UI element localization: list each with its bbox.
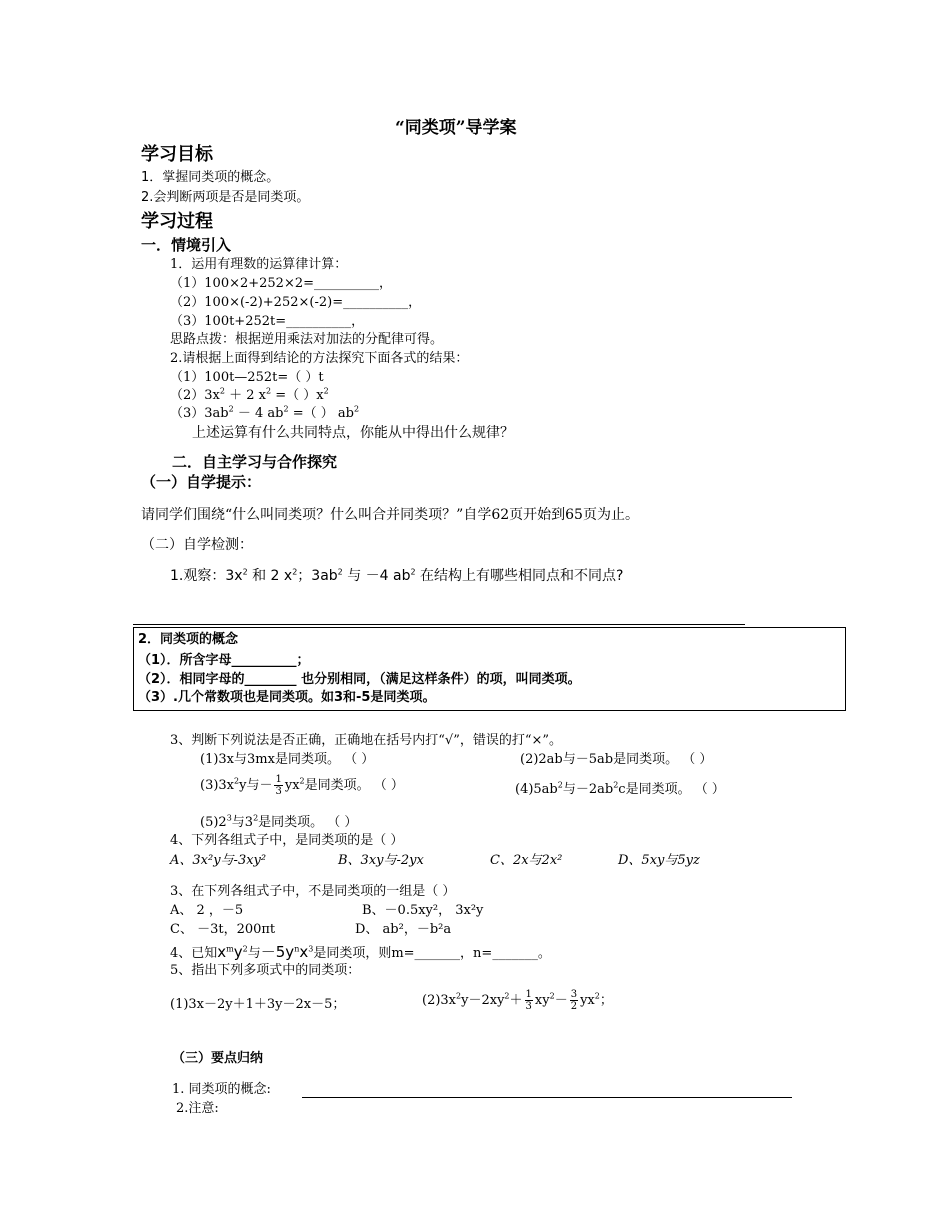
judge-item-5: $(5)2^3$与$3^2$是同类项。 （ ） xyxy=(200,813,358,830)
concept-line-2: （2）．相同字母的________ 也分别相同，（满足这样条件）的项，叫同类项。 xyxy=(138,672,581,687)
page-title: “同类项”导学案 xyxy=(395,118,517,138)
section-2-heading: 二．自主学习与合作探究 xyxy=(172,453,338,471)
goals-heading: 学习目标 xyxy=(141,144,213,165)
fraction-one-third: $\frac{1}{3}$ xyxy=(525,989,532,1012)
judge-heading: 3、判断下列说法是否正确，正确地在括号内打“√”，错误的打“×”。 xyxy=(170,733,563,748)
q3b-heading: 3、在下列各组式子中，不是同类项的一组是（ ） xyxy=(170,884,456,899)
q4-option-a: A、3x²y与-3xy² xyxy=(170,853,267,868)
question-2b: $(2)3x^2 + 2$ $x^2$ =（ ）$x^2$ xyxy=(170,386,329,403)
question-2-prompt: 上述运算有什么共同特点，你能从中得出什么规律？ xyxy=(192,425,514,441)
q5-polynomial-2: $(2)3x^2y-2xy^2+$ $\frac{1}{3}$ $xy^2-$ $\frac{3}{2}$ $yx^2$； xyxy=(422,989,613,1012)
concept-line-1: （1）．所含字母__________； xyxy=(138,653,310,668)
question-2a: （1）100t—252t=（ ）t xyxy=(170,370,324,385)
goal-item-2: 2.会判断两项是否是同类项。 xyxy=(141,190,310,205)
q4-heading: 4、下列各组式子中，是同类项的是（ ） xyxy=(170,833,404,848)
fraction-one-third: $\frac{1}{3}$ xyxy=(275,774,282,797)
q4-option-d: D、5xy与5yz xyxy=(618,853,700,868)
hint-text: 思路点拨：根据逆用乘法对加法的分配律可得。 xyxy=(170,332,444,347)
judge-item-2: (2)2ab与－5ab是同类项。 （ ） xyxy=(520,752,713,767)
summary-answer-line xyxy=(302,1097,792,1098)
question-1a: （1）100×2+252×2=__________， xyxy=(170,276,393,291)
question-2c: $(3)3ab^2 - 4$ $ab^2$ =（ ） $ab^2$ xyxy=(170,404,360,421)
concept-box-title: 2．同类项的概念 xyxy=(138,632,239,647)
question-1: 1．运用有理数的运算律计算： xyxy=(170,257,348,272)
q5-heading: 5、指出下列多项式中的同类项： xyxy=(170,963,361,978)
summary-heading: （三）要点归纳 xyxy=(172,1051,264,1066)
summary-item-1: 1. 同类项的概念: xyxy=(172,1082,271,1097)
divider-line xyxy=(133,624,745,625)
self-study-hint: 请同学们围绕“什么叫同类项？什么叫合并同类项？”自学62页开始到65页为止。 xyxy=(141,507,639,523)
question-1b: （2）100×(-2)+252×(-2)=__________， xyxy=(170,295,422,310)
section-1-heading: 一．情境引入 xyxy=(141,236,232,254)
fraction-three-halves: $\frac{3}{2}$ xyxy=(570,989,578,1012)
subsection-1-heading: （一）自学提示： xyxy=(141,473,262,491)
q4-option-c: C、2x与2x² xyxy=(490,853,563,868)
q3b-option-b: B、－0.5xy²， 3x²y xyxy=(362,903,484,918)
subsection-2-heading: （二）自学检测： xyxy=(141,537,253,553)
goal-item-1: 1．掌握同类项的概念。 xyxy=(141,170,280,185)
q4-option-b: B、3xy与-2yx xyxy=(338,853,424,868)
concept-line-3: （3）.几个常数项也是同类项。如3和-5是同类项。 xyxy=(138,690,436,705)
question-2: 2.请根据上面得到结论的方法探究下面各式的结果： xyxy=(170,351,469,366)
q3b-option-d: D、 ab²，－b²a xyxy=(355,922,452,937)
q3b-option-c: C、 －3t，200πt xyxy=(170,922,276,937)
observe-question: 1.观察：$3x^2$ 和 2 $x^2$；$3ab^2$ 与 －4 $ab^2$ 在结构上有哪些相同点和不同点? xyxy=(170,567,624,584)
q5-polynomial-1: (1)3x－2y＋1＋3y－2x－5； xyxy=(170,997,346,1012)
judge-item-1: (1)3x与3mx是同类项。 （ ） xyxy=(200,752,375,767)
summary-item-2: 2.注意: xyxy=(176,1101,219,1116)
q4b-question: 4、已知$x^my^2$与$-5y^nx^3$是同类项，则m=_______，n=_______。 xyxy=(170,943,551,961)
q3b-option-a: A、 2 ，－5 xyxy=(170,903,244,918)
process-heading: 学习过程 xyxy=(141,211,213,232)
judge-item-4: $(4)5ab^2$与$-2ab^2c$是同类项。 （ ） xyxy=(515,780,725,797)
judge-item-3: $(3)3x^2y$与－ $\frac{1}{3}$ $yx^2$是同类项。 （ ） xyxy=(200,774,404,797)
question-1c: （3）100t+252t=__________， xyxy=(170,314,365,329)
